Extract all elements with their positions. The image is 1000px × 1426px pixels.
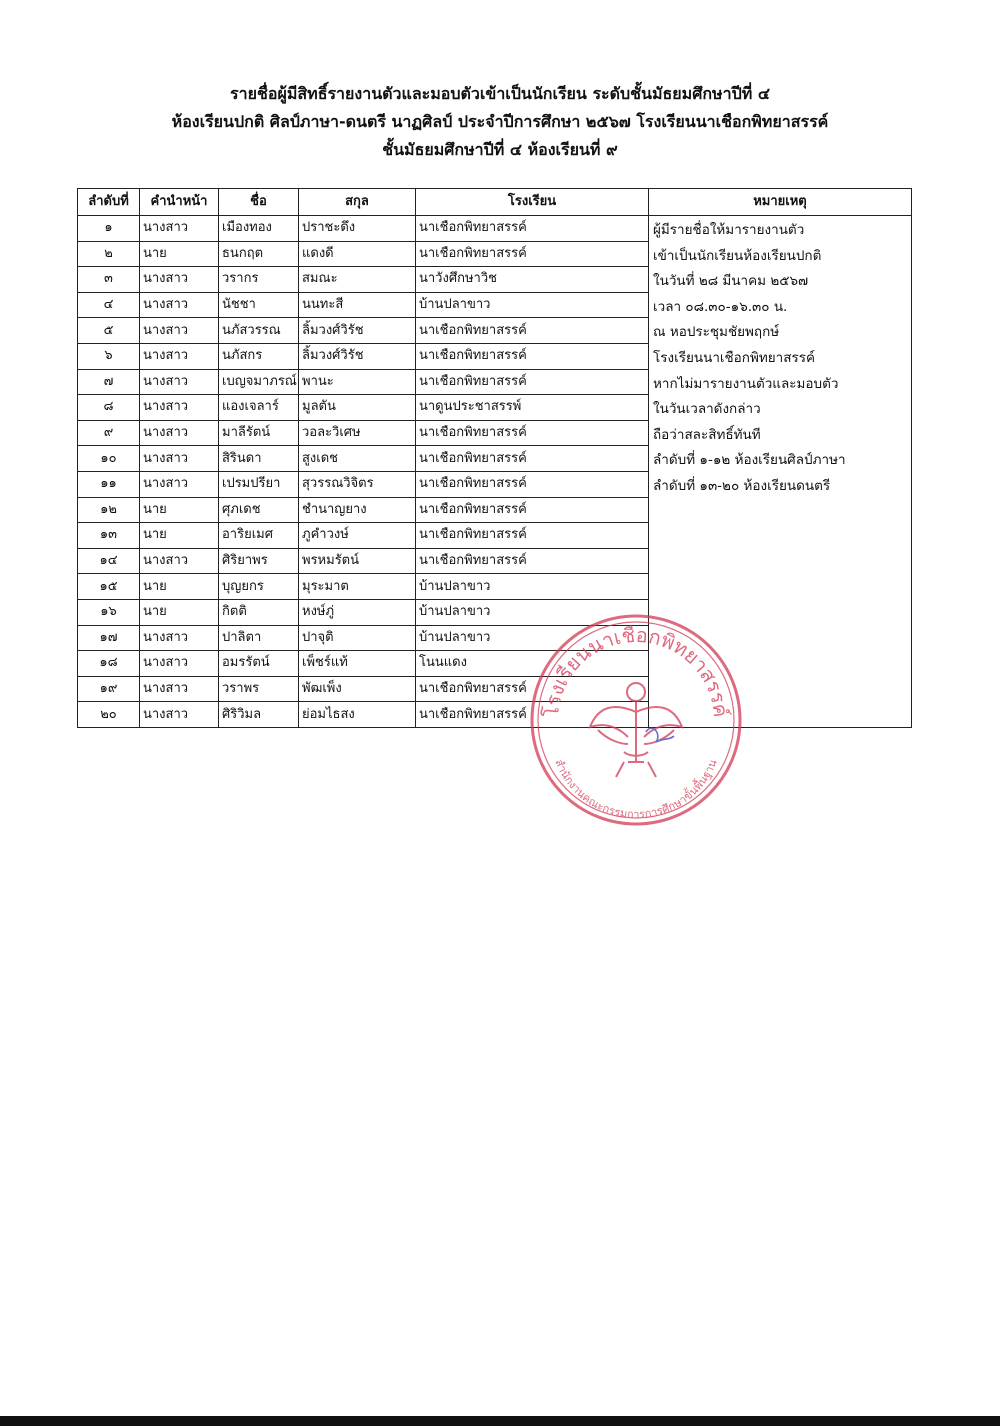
cell-school: นาเชือกพิทยาสรรค์ xyxy=(416,241,649,267)
cell-school: นาเชือกพิทยาสรรค์ xyxy=(416,216,649,242)
remark-line: ลำดับที่ ๑-๑๒ ห้องเรียนศิลป์ภาษา xyxy=(653,452,846,469)
cell-school: บ้านปลาขาว xyxy=(416,574,649,600)
cell-no: ๗ xyxy=(78,369,140,395)
cell-prefix: นางสาว xyxy=(140,702,219,728)
document-title xyxy=(0,80,1000,164)
cell-prefix: นางสาว xyxy=(140,292,219,318)
cell-last-name: ปาจุติ xyxy=(299,625,416,651)
cell-last-name: นนทะสี xyxy=(299,292,416,318)
cell-last-name: ลิ้มวงศ์วิรัช xyxy=(299,318,416,344)
cell-school: โนนแดง xyxy=(416,651,649,677)
table-body xyxy=(78,216,912,728)
cell-first-name: มาลีรัตน์ xyxy=(219,420,299,446)
cell-first-name: วรากร xyxy=(219,267,299,293)
cell-no: ๑๖ xyxy=(78,599,140,625)
cell-last-name: มุระมาต xyxy=(299,574,416,600)
cell-prefix: นางสาว xyxy=(140,548,219,574)
title-line-2: ห้องเรียนปกติ ศิลป์ภาษา-ดนตรี นาฏศิลป์ ประจำปีการศึกษา ๒๕๖๗ โรงเรียนนาเชือกพิทยาสรรค์ xyxy=(171,112,829,131)
cell-prefix: นางสาว xyxy=(140,471,219,497)
cell-school: บ้านปลาขาว xyxy=(416,625,649,651)
cell-school: บ้านปลาขาว xyxy=(416,599,649,625)
signature-mark xyxy=(646,728,674,742)
cell-prefix: นางสาว xyxy=(140,446,219,472)
cell-last-name: พรหมรัตน์ xyxy=(299,548,416,574)
cell-first-name: อาริยเมศ xyxy=(219,523,299,549)
cell-prefix: นางสาว xyxy=(140,369,219,395)
header-remarks: หมายเหตุ xyxy=(649,189,912,216)
cell-school: นาเชือกพิทยาสรรค์ xyxy=(416,471,649,497)
cell-prefix: นางสาว xyxy=(140,651,219,677)
cell-first-name: เบญจมาภรณ์ xyxy=(219,369,299,395)
cell-no: ๓ xyxy=(78,267,140,293)
cell-school: นาเชือกพิทยาสรรค์ xyxy=(416,523,649,549)
cell-no: ๘ xyxy=(78,395,140,421)
cell-first-name: บุญยกร xyxy=(219,574,299,600)
cell-last-name: หงษ์ภู่ xyxy=(299,599,416,625)
cell-last-name: พานะ xyxy=(299,369,416,395)
stamp-school-text: โรงเรียนนาเชือกพิทยาสรรค์ xyxy=(538,622,734,719)
cell-school: นาเชือกพิทยาสรรค์ xyxy=(416,369,649,395)
cell-no: ๑๔ xyxy=(78,548,140,574)
cell-first-name: ธนกฤต xyxy=(219,241,299,267)
bottom-edge-bar xyxy=(0,1416,1000,1426)
cell-no: ๙ xyxy=(78,420,140,446)
remark-line: ผู้มีรายชื่อให้มารายงานตัว xyxy=(653,222,805,238)
cell-first-name: กิตติ xyxy=(219,599,299,625)
cell-school: บ้านปลาขาว xyxy=(416,292,649,318)
cell-first-name: อมรรัตน์ xyxy=(219,651,299,677)
remark-line: ลำดับที่ ๑๓-๒๐ ห้องเรียนดนตรี xyxy=(653,477,831,494)
cell-prefix: นาย xyxy=(140,574,219,600)
cell-last-name: ลิ้มวงศ์วิรัช xyxy=(299,343,416,369)
cell-prefix: นางสาว xyxy=(140,216,219,242)
cell-last-name: ภูคำวงษ์ xyxy=(299,523,416,549)
cell-prefix: นาย xyxy=(140,599,219,625)
remark-line: ในวันเวลาดังกล่าว xyxy=(653,401,761,418)
cell-first-name: สิรินดา xyxy=(219,446,299,472)
remark-line: ณ หอประชุมชัยพฤกษ์ xyxy=(653,324,780,341)
cell-school: นาดูนประชาสรรพ์ xyxy=(416,395,649,421)
remark-line: ในวันที่ ๒๘ มีนาคม ๒๕๖๗ xyxy=(653,273,809,290)
cell-prefix: นาย xyxy=(140,523,219,549)
cell-school: นาเชือกพิทยาสรรค์ xyxy=(416,318,649,344)
cell-last-name: ย่อมไธสง xyxy=(299,702,416,728)
remark-line: โรงเรียนนาเชือกพิทยาสรรค์ xyxy=(653,349,816,366)
cell-no: ๑๙ xyxy=(78,676,140,702)
cell-first-name: เมืองทอง xyxy=(219,216,299,242)
cell-first-name: ศุภเดช xyxy=(219,497,299,523)
cell-no: ๑๗ xyxy=(78,625,140,651)
cell-no: ๕ xyxy=(78,318,140,344)
remark-line: เข้าเป็นนักเรียนห้องเรียนปกติ xyxy=(653,247,822,264)
cell-no: ๖ xyxy=(78,343,140,369)
remark-line: เวลา ๐๘.๓๐-๑๖.๓๐ น. xyxy=(653,298,788,315)
stamp-agency-text: สำนักงานคณะกรรมการการศึกษาขั้นพื้นฐาน xyxy=(552,757,720,821)
cell-prefix: นาย xyxy=(140,241,219,267)
cell-last-name: สุวรรณวิจิตร xyxy=(299,471,416,497)
header-prefix: คำนำหน้า xyxy=(140,189,219,216)
cell-no: ๑๐ xyxy=(78,446,140,472)
cell-first-name: เปรมปรียา xyxy=(219,471,299,497)
cell-first-name: ปาลิตา xyxy=(219,625,299,651)
remark-line: ถือว่าสละสิทธิ์ทันที xyxy=(653,426,761,443)
header-no: ลำดับที่ xyxy=(78,189,140,216)
cell-school: นาเชือกพิทยาสรรค์ xyxy=(416,548,649,574)
header-school: โรงเรียน xyxy=(416,189,649,216)
cell-first-name: แองเจลาร์ xyxy=(219,395,299,421)
cell-prefix: นางสาว xyxy=(140,318,219,344)
cell-last-name: วอละวิเศษ xyxy=(299,420,416,446)
cell-first-name: ศิริยาพร xyxy=(219,548,299,574)
cell-last-name: สูงเดช xyxy=(299,446,416,472)
cell-first-name: นัชชา xyxy=(219,292,299,318)
cell-last-name: ชำนาญยาง xyxy=(299,497,416,523)
table-row xyxy=(78,216,912,242)
header-last-name: สกุล xyxy=(299,189,416,216)
cell-first-name: วราพร xyxy=(219,676,299,702)
cell-last-name: มูลตัน xyxy=(299,395,416,421)
cell-school: นาเชือกพิทยาสรรค์ xyxy=(416,343,649,369)
cell-prefix: นางสาว xyxy=(140,395,219,421)
cell-prefix: นางสาว xyxy=(140,267,219,293)
cell-no: ๑๑ xyxy=(78,471,140,497)
cell-no: ๔ xyxy=(78,292,140,318)
cell-last-name: เพ็ชร์แท้ xyxy=(299,651,416,677)
remarks-cell xyxy=(649,216,912,728)
cell-no: ๒๐ xyxy=(78,702,140,728)
remark-line: หากไม่มารายงานตัวและมอบตัว xyxy=(653,375,839,392)
cell-no: ๑๓ xyxy=(78,523,140,549)
cell-no: ๒ xyxy=(78,241,140,267)
cell-prefix: นาย xyxy=(140,497,219,523)
header-first-name: ชื่อ xyxy=(219,189,299,216)
title-line-3: ชั้นมัธยมศึกษาปีที่ ๔ ห้องเรียนที่ ๙ xyxy=(382,140,618,159)
cell-no: ๑๘ xyxy=(78,651,140,677)
cell-school: นาเชือกพิทยาสรรค์ xyxy=(416,446,649,472)
cell-prefix: นางสาว xyxy=(140,676,219,702)
cell-first-name: นภัสกร xyxy=(219,343,299,369)
cell-first-name: นภัสวรรณ xyxy=(219,318,299,344)
cell-prefix: นางสาว xyxy=(140,343,219,369)
cell-no: ๑๒ xyxy=(78,497,140,523)
cell-prefix: นางสาว xyxy=(140,625,219,651)
cell-prefix: นางสาว xyxy=(140,420,219,446)
cell-no: ๑ xyxy=(78,216,140,242)
cell-school: นาเชือกพิทยาสรรค์ xyxy=(416,702,649,728)
cell-first-name: ศิริวิมล xyxy=(219,702,299,728)
cell-last-name: สมณะ xyxy=(299,267,416,293)
cell-school: นาวังศึกษาวิช xyxy=(416,267,649,293)
cell-school: นาเชือกพิทยาสรรค์ xyxy=(416,497,649,523)
student-roster-table xyxy=(77,188,912,728)
title-line-1: รายชื่อผู้มีสิทธิ์รายงานตัวและมอบตัวเข้าเป็นนักเรียน ระดับชั้นมัธยมศึกษาปีที่ ๔ xyxy=(230,84,770,103)
table-header-row xyxy=(78,189,912,216)
cell-school: นาเชือกพิทยาสรรค์ xyxy=(416,676,649,702)
cell-last-name: พัฒเพ็ง xyxy=(299,676,416,702)
cell-last-name: แดงดี xyxy=(299,241,416,267)
cell-no: ๑๕ xyxy=(78,574,140,600)
cell-school: นาเชือกพิทยาสรรค์ xyxy=(416,420,649,446)
cell-last-name: ปราชะดึง xyxy=(299,216,416,242)
